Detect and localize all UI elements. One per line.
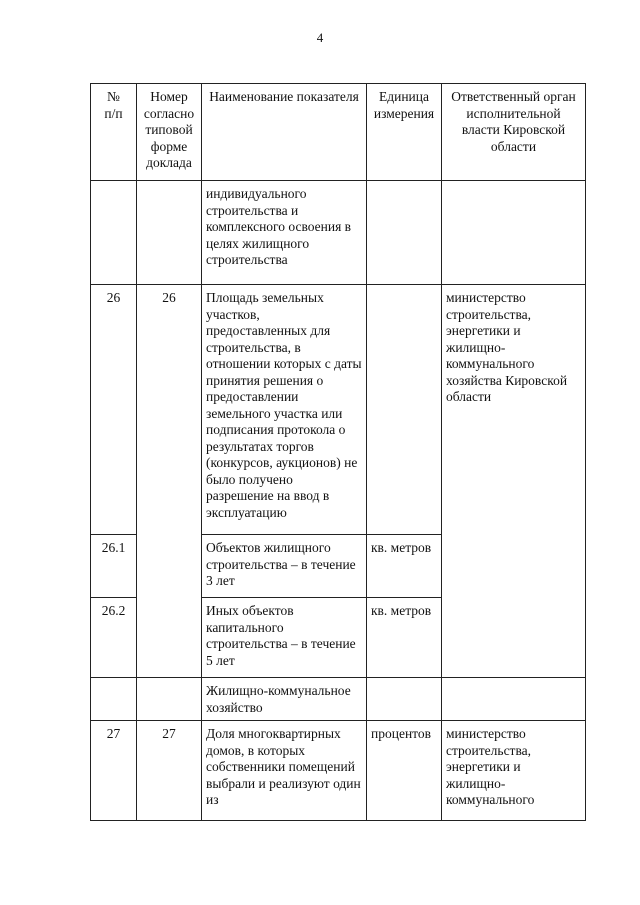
cell-num: 26.1: [91, 535, 137, 598]
cell-empty: [442, 181, 586, 285]
cell-empty: [367, 181, 442, 285]
cell-name: Объектов жилищного строительства – в течение 3 лет: [202, 535, 367, 598]
header-name: Наименование показателя: [202, 84, 367, 181]
section-row: [91, 678, 586, 721]
cell-authority: министерство строительства, энергетики и жилищно-коммунального: [442, 721, 586, 821]
cell-empty: [367, 285, 442, 535]
header-authority: Ответственный орган исполнительной власти Кировской области: [442, 84, 586, 181]
table-row: [91, 285, 586, 535]
cell-num: 26: [91, 285, 137, 535]
cell-empty: [91, 181, 137, 285]
header-form-num: Номер согласно типовой форме доклада: [137, 84, 202, 181]
cell-name: Иных объектов капитального строительства – в течение 5 лет: [202, 598, 367, 678]
cell-empty: [137, 181, 202, 285]
cell-name: Площадь земельных участков, предоставленных для строительства, в отношении которых с даты принятия решения о предоставлении земельного участка или подписания протокола о результатах торгов (конкурсов, аукционов) не было получено разрешение на ввод в эксплуатацию: [202, 285, 367, 535]
cell-num: 26.2: [91, 598, 137, 678]
cell-empty: [137, 678, 202, 721]
cell-num: 27: [91, 721, 137, 821]
cell-form-num: 27: [137, 721, 202, 821]
cell-unit: процентов: [367, 721, 442, 821]
cell-unit: кв. метров: [367, 598, 442, 678]
table-header-row: [91, 84, 586, 181]
cell-empty: [442, 678, 586, 721]
cell-unit: кв. метров: [367, 535, 442, 598]
cell-name: Доля многоквартирных домов, в которых собственники помещений выбрали и реализуют один из: [202, 721, 367, 821]
cell-name: индивидуального строительства и комплексного освоения в целях жилищного строительства: [202, 181, 367, 285]
cell-authority: министерство строительства, энергетики и жилищно-коммунального хозяйства Кировской области: [442, 285, 586, 678]
table-row: [91, 721, 586, 821]
cell-form-num: 26: [137, 285, 202, 678]
header-num: № п/п: [91, 84, 137, 181]
cell-empty: [367, 678, 442, 721]
indicators-table: [90, 83, 586, 821]
page-number: 4: [316, 30, 324, 45]
header-unit: Единица измерения: [367, 84, 442, 181]
table-row: [91, 181, 586, 285]
section-title: Жилищно-коммунальное хозяйство: [202, 678, 367, 721]
cell-empty: [91, 678, 137, 721]
